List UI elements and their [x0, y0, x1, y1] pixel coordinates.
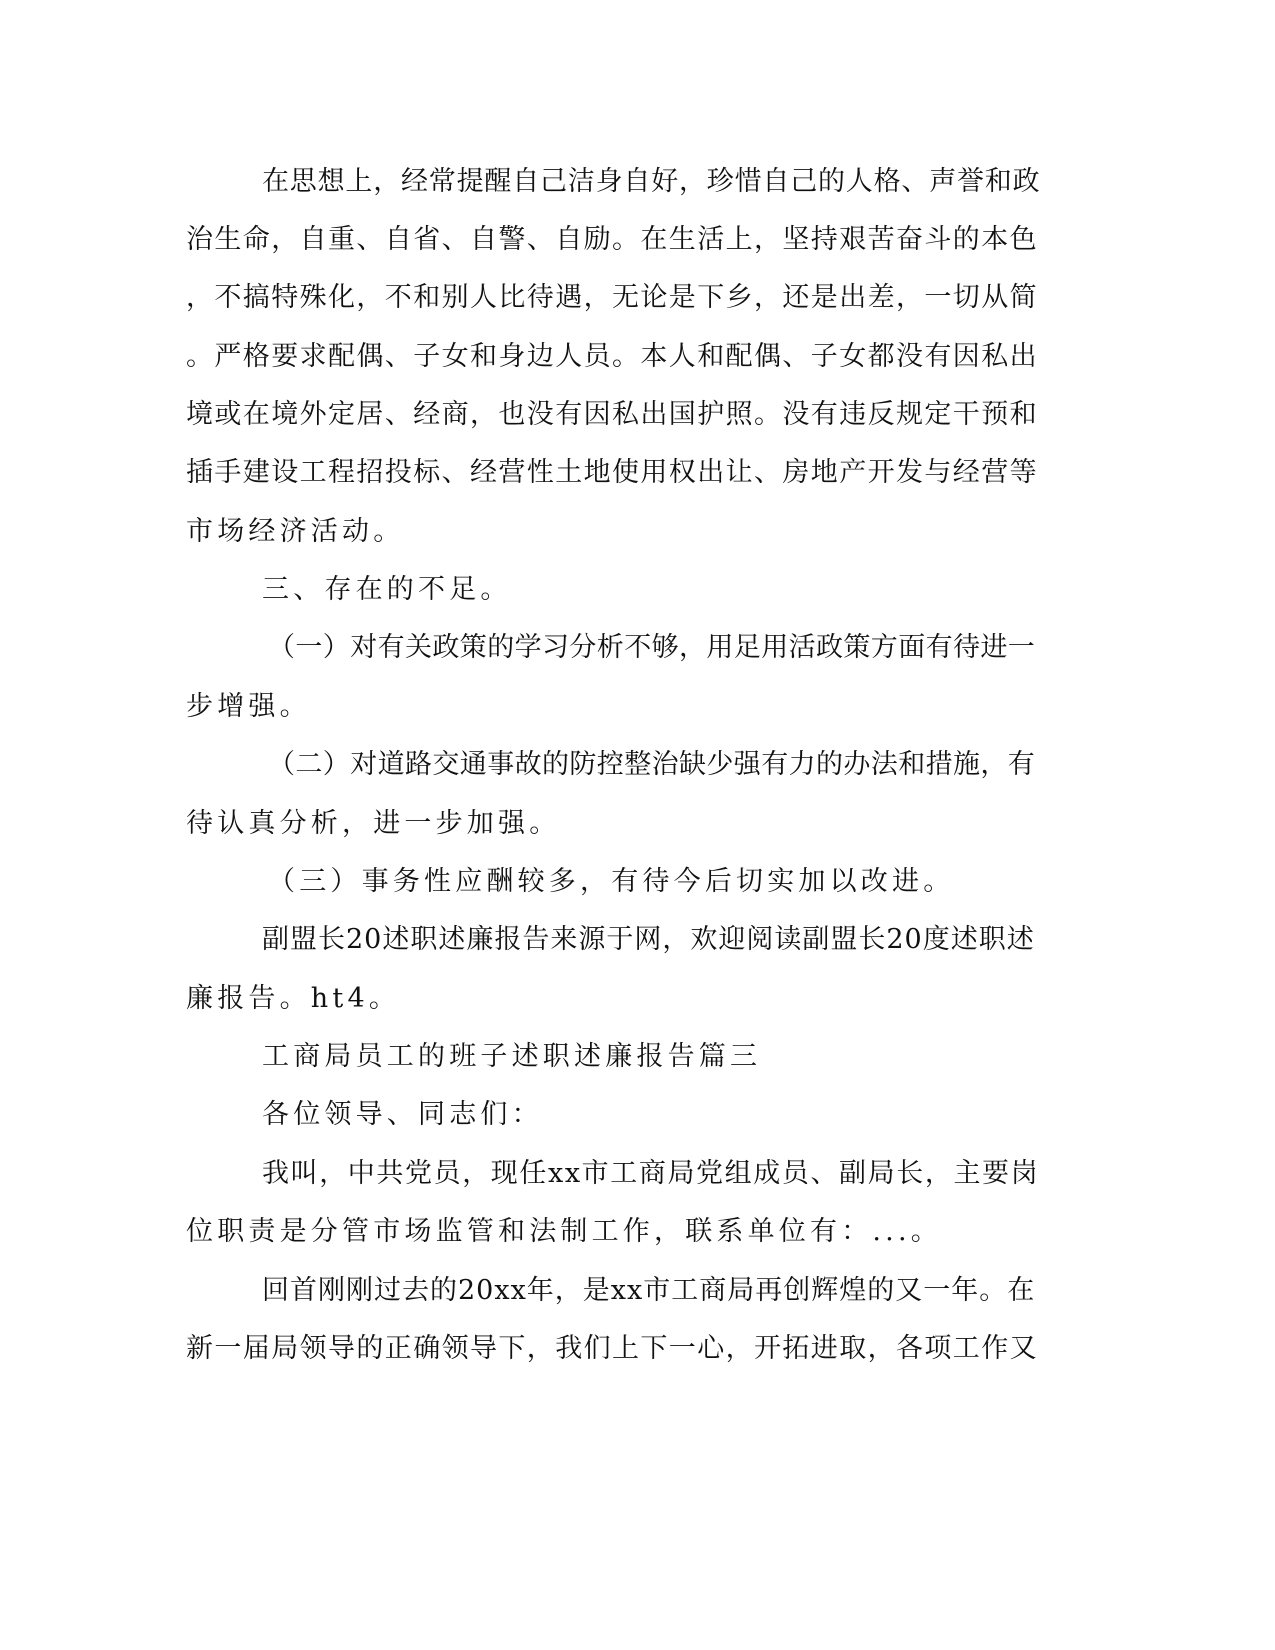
- body-line-1: 在思想上，经常提醒自己洁身自好，珍惜自己的人格、声誉和政: [262, 166, 1041, 197]
- article-title: 工商局员工的班子述职述廉报告篇三: [262, 1041, 762, 1072]
- body-line-18: 我叫，中共党员，现任xx市工商局党组成员、副局长，主要岗: [262, 1158, 1040, 1189]
- body-line-13: （三）事务性应酬较多，有待今后切实加以改进。: [268, 866, 955, 897]
- body-line-2: 治生命，自重、自省、自警、自励。在生活上，坚持艰苦奋斗的本色: [186, 224, 1038, 255]
- body-line-9: （一）对有关政策的学习分析不够，用足用活政策方面有待进一: [268, 632, 1036, 663]
- body-line-11: （二）对道路交通事故的防控整治缺少强有力的办法和措施，有: [268, 749, 1036, 780]
- body-line-19: 位职责是分管市场监管和法制工作，联系单位有：...。: [186, 1216, 942, 1247]
- body-line-12: 待认真分析，进一步加强。: [186, 808, 561, 839]
- section-heading: 三、存在的不足。: [262, 574, 512, 605]
- body-line-5: 境或在境外定居、经商，也没有因私出国护照。没有违反规定干预和: [186, 399, 1038, 430]
- body-line-6: 插手建设工程招投标、经营性土地使用权出让、房地产开发与经营等: [186, 457, 1038, 488]
- body-line-14: 副盟长20述职述廉报告来源于网，欢迎阅读副盟长20度述职述: [262, 924, 1035, 955]
- body-line-15: 廉报告。ht4。: [186, 983, 401, 1014]
- body-line-3: ，不搞特殊化，不和别人比待遇，无论是下乡，还是出差，一切从简: [186, 282, 1038, 313]
- body-line-7: 市场经济活动。: [186, 516, 405, 547]
- salutation: 各位领导、同志们：: [262, 1099, 543, 1130]
- body-line-4: 。严格要求配偶、子女和身边人员。本人和配偶、子女都没有因私出: [186, 341, 1038, 372]
- body-line-20: 回首刚刚过去的20xx年，是xx市工商局再创辉煌的又一年。在: [262, 1275, 1036, 1306]
- body-line-10: 步增强。: [186, 691, 311, 722]
- body-line-21: 新一届局领导的正确领导下，我们上下一心，开拓进取，各项工作又: [186, 1333, 1038, 1364]
